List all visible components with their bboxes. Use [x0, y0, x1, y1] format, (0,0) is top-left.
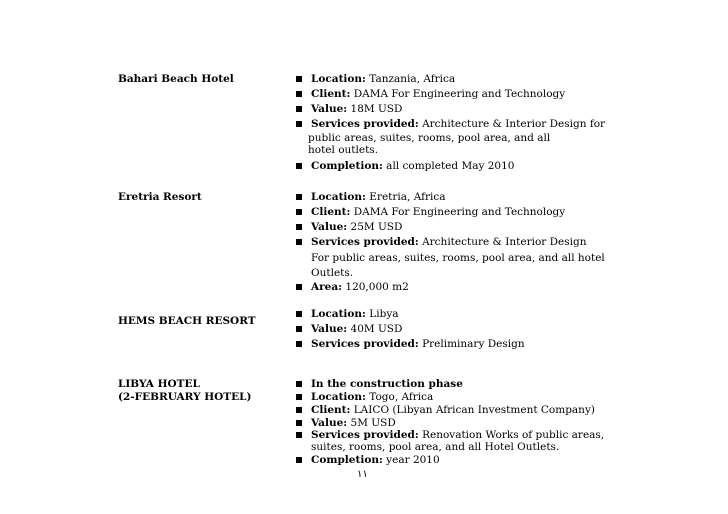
- detail-line: Services provided: Architecture & Interior Design: [311, 236, 587, 248]
- bullet-icon: [296, 224, 302, 230]
- bullet-icon: [296, 341, 302, 347]
- bullet-icon: [296, 76, 302, 82]
- bullet-icon: [296, 194, 302, 200]
- detail-line: Location: Tanzania, Africa: [311, 73, 456, 85]
- detail-line: Client: DAMA For Engineering and Technology: [311, 88, 566, 100]
- detail-line: Location: Togo, Africa: [311, 391, 434, 403]
- detail-line: Value: 18M USD: [311, 103, 403, 115]
- bullet-icon: [296, 432, 302, 438]
- detail-line: Value: 5M USD: [311, 417, 396, 429]
- detail-continuation: public areas, suites, rooms, pool area, and all: [308, 132, 551, 144]
- detail-continuation: Outlets.: [311, 267, 354, 279]
- bullet-icon: [296, 121, 302, 127]
- detail-line: Services provided: Renovation Works of public areas,: [311, 429, 605, 441]
- detail-line: Completion: year 2010: [311, 454, 440, 466]
- detail-continuation: suites, rooms, pool area, and all Hotel Outlets.: [311, 441, 560, 453]
- detail-line: Client: LAICO (Libyan African Investment Company): [311, 404, 595, 416]
- bullet-icon: [296, 420, 302, 426]
- project-name: Bahari Beach Hotel: [118, 73, 234, 85]
- bullet-icon: [296, 311, 302, 317]
- bullet-icon: [296, 106, 302, 112]
- detail-line: In the construction phase: [311, 378, 463, 390]
- bullet-icon: [296, 239, 302, 245]
- detail-line: Area: 120,000 m2: [311, 281, 409, 293]
- detail-line: Value: 40M USD: [311, 323, 403, 335]
- bullet-icon: [296, 394, 302, 400]
- bullet-icon: [296, 407, 302, 413]
- bullet-icon: [296, 163, 302, 169]
- detail-continuation: For public areas, suites, rooms, pool area, and all hotel: [311, 252, 605, 264]
- detail-line: Value: 25M USD: [311, 221, 403, 233]
- project-name-subtitle: (2-FEBRUARY HOTEL): [118, 391, 252, 403]
- page-number: ١١: [357, 469, 368, 480]
- detail-line: Services provided: Preliminary Design: [311, 338, 525, 350]
- detail-line: Client: DAMA For Engineering and Technology: [311, 206, 566, 218]
- bullet-icon: [296, 91, 302, 97]
- detail-line: Location: Libya: [311, 308, 399, 320]
- bullet-icon: [296, 209, 302, 215]
- project-name: LIBYA HOTEL: [118, 378, 200, 390]
- detail-line: Services provided: Architecture & Interior Design for: [311, 118, 606, 130]
- bullet-icon: [296, 326, 302, 332]
- detail-line: Completion: all completed May 2010: [311, 160, 515, 172]
- project-name: HEMS BEACH RESORT: [118, 315, 256, 327]
- detail-line: Location: Eretria, Africa: [311, 191, 446, 203]
- bullet-icon: [296, 381, 302, 387]
- project-name: Eretria Resort: [118, 191, 202, 203]
- bullet-icon: [296, 457, 302, 463]
- detail-continuation: hotel outlets.: [308, 144, 379, 156]
- bullet-icon: [296, 284, 302, 290]
